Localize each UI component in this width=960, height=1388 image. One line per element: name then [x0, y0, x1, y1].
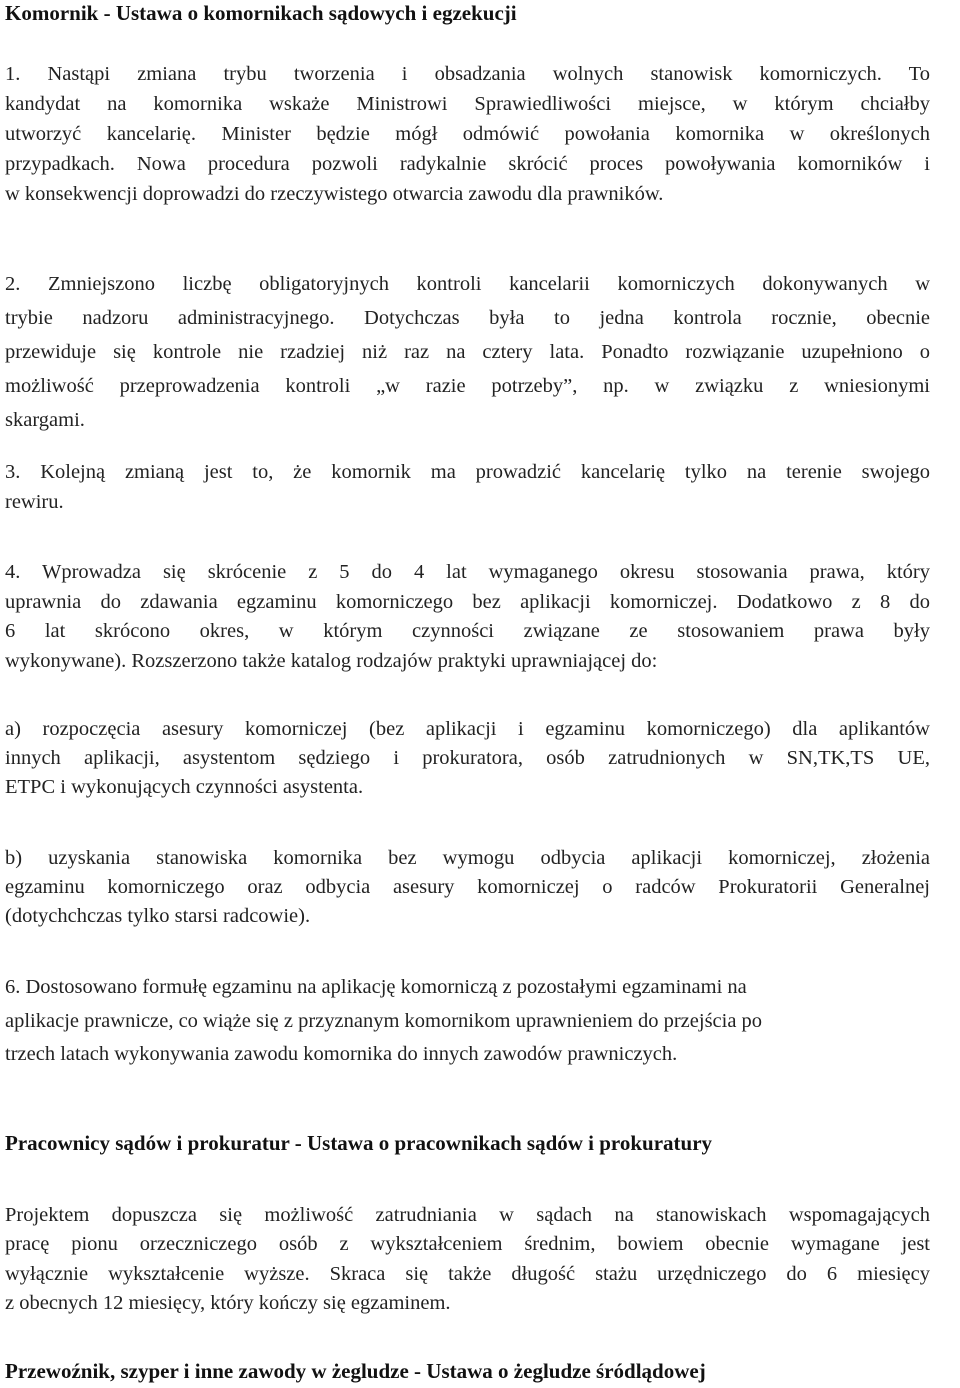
paragraph-2-line-2: trybie nadzoru administracyjnego. Dotychczas była to jedna kontrola rocznie, obecnie	[5, 307, 930, 329]
section-2-paragraph-line-3: wyłącznie wykształcenie wyższe. Skraca się także długość stażu urzędniczego do 6 miesięcy	[5, 1263, 930, 1285]
paragraph-4-line-2: uprawnia do zdawania egzaminu komorniczego bez aplikacji komorniczej. Dodatkowo z 8 do	[5, 591, 930, 613]
paragraph-1-line-1: 1. Nastąpi zmiana trybu tworzenia i obsadzania wolnych stanowisk komorniczych. To	[5, 63, 930, 85]
paragraph-1-line-5: w konsekwencji doprowadzi do rzeczywistego otwarcia zawodu dla prawników.	[5, 183, 664, 205]
paragraph-a-line-3: ETPC i wykonujących czynności asystenta.	[5, 776, 364, 798]
paragraph-1-line-4: przypadkach. Nowa procedura pozwoli radykalnie skrócić proces powoływania komorników i	[5, 153, 930, 175]
paragraph-1-line-2: kandydat na komornika wskaże Ministrowi Sprawiedliwości miejsce, w którym chciałby	[5, 93, 930, 115]
section-2-paragraph-line-2: pracę pionu orzeczniczego osób z wykształceniem średnim, bowiem obecnie wymagane jest	[5, 1233, 930, 1255]
paragraph-a-line-1: a) rozpoczęcia asesury komorniczej (bez aplikacji i egzaminu komorniczego) dla aplikantów	[5, 718, 930, 740]
paragraph-4-line-3: 6 lat skrócono okres, w którym czynności związane ze stosowaniem prawa były	[5, 620, 930, 642]
paragraph-b-line-1: b) uzyskania stanowiska komornika bez wymogu odbycia aplikacji komorniczej, złożenia	[5, 847, 930, 869]
section-title-przewoznik: Przewoźnik, szyper i inne zawody w żegludze - Ustawa o żegludze śródlądowej	[5, 1359, 706, 1383]
paragraph-2-line-5: skargami.	[5, 409, 85, 431]
paragraph-6-line-1: 6. Dostosowano formułę egzaminu na aplikację komorniczą z pozostałymi egzaminami na	[5, 976, 747, 998]
paragraph-4-line-4: wykonywane). Rozszerzono także katalog rodzajów praktyki uprawniającej do:	[5, 650, 658, 672]
paragraph-6-line-2: aplikacje prawnicze, co wiąże się z przyznanym komornikom uprawnieniem do przejścia po	[5, 1010, 763, 1032]
paragraph-a-line-2: innych aplikacji, asystentom sędziego i prokuratora, osób zatrudnionych w SN,TK,TS UE,	[5, 747, 930, 769]
paragraph-3-line-1: 3. Kolejną zmianą jest to, że komornik ma prowadzić kancelarię tylko na terenie swojego	[5, 461, 930, 483]
paragraph-3-line-2: rewiru.	[5, 491, 64, 513]
paragraph-b-line-3: (dotychchczas tylko starsi radcowie).	[5, 905, 311, 927]
section-title-komornik: Komornik - Ustawa o komornikach sądowych i egzekucji	[5, 1, 517, 25]
paragraph-6-line-3: trzech latach wykonywania zawodu komornika do innych zawodów prawniczych.	[5, 1043, 678, 1065]
paragraph-2-line-4: możliwość przeprowadzenia kontroli „w razie potrzeby”, np. w związku z wniesionymi	[5, 375, 930, 397]
paragraph-2-line-3: przewiduje się kontrole nie rzadziej niż raz na cztery lata. Ponadto rozwiązanie uzupełniono o	[5, 341, 930, 363]
section-title-pracownicy: Pracownicy sądów i prokuratur - Ustawa o pracownikach sądów i prokuratury	[5, 1131, 713, 1155]
section-2-paragraph-line-4: z obecnych 12 miesięcy, który kończy się egzaminem.	[5, 1292, 451, 1314]
paragraph-4-line-1: 4. Wprowadza się skrócenie z 5 do 4 lat wymaganego okresu stosowania prawa, który	[5, 561, 930, 583]
paragraph-2-line-1: 2. Zmniejszono liczbę obligatoryjnych kontroli kancelarii komorniczych dokonywanych w	[5, 273, 930, 295]
section-2-paragraph-line-1: Projektem dopuszcza się możliwość zatrudniania w sądach na stanowiskach wspomagających	[5, 1204, 930, 1226]
paragraph-b-line-2: egzaminu komorniczego oraz odbycia asesury komorniczej o radców Prokuratorii Generalnej	[5, 876, 930, 898]
paragraph-1-line-3: utworzyć kancelarię. Minister będzie mógł odmówić powołania komornika w określonych	[5, 123, 930, 145]
